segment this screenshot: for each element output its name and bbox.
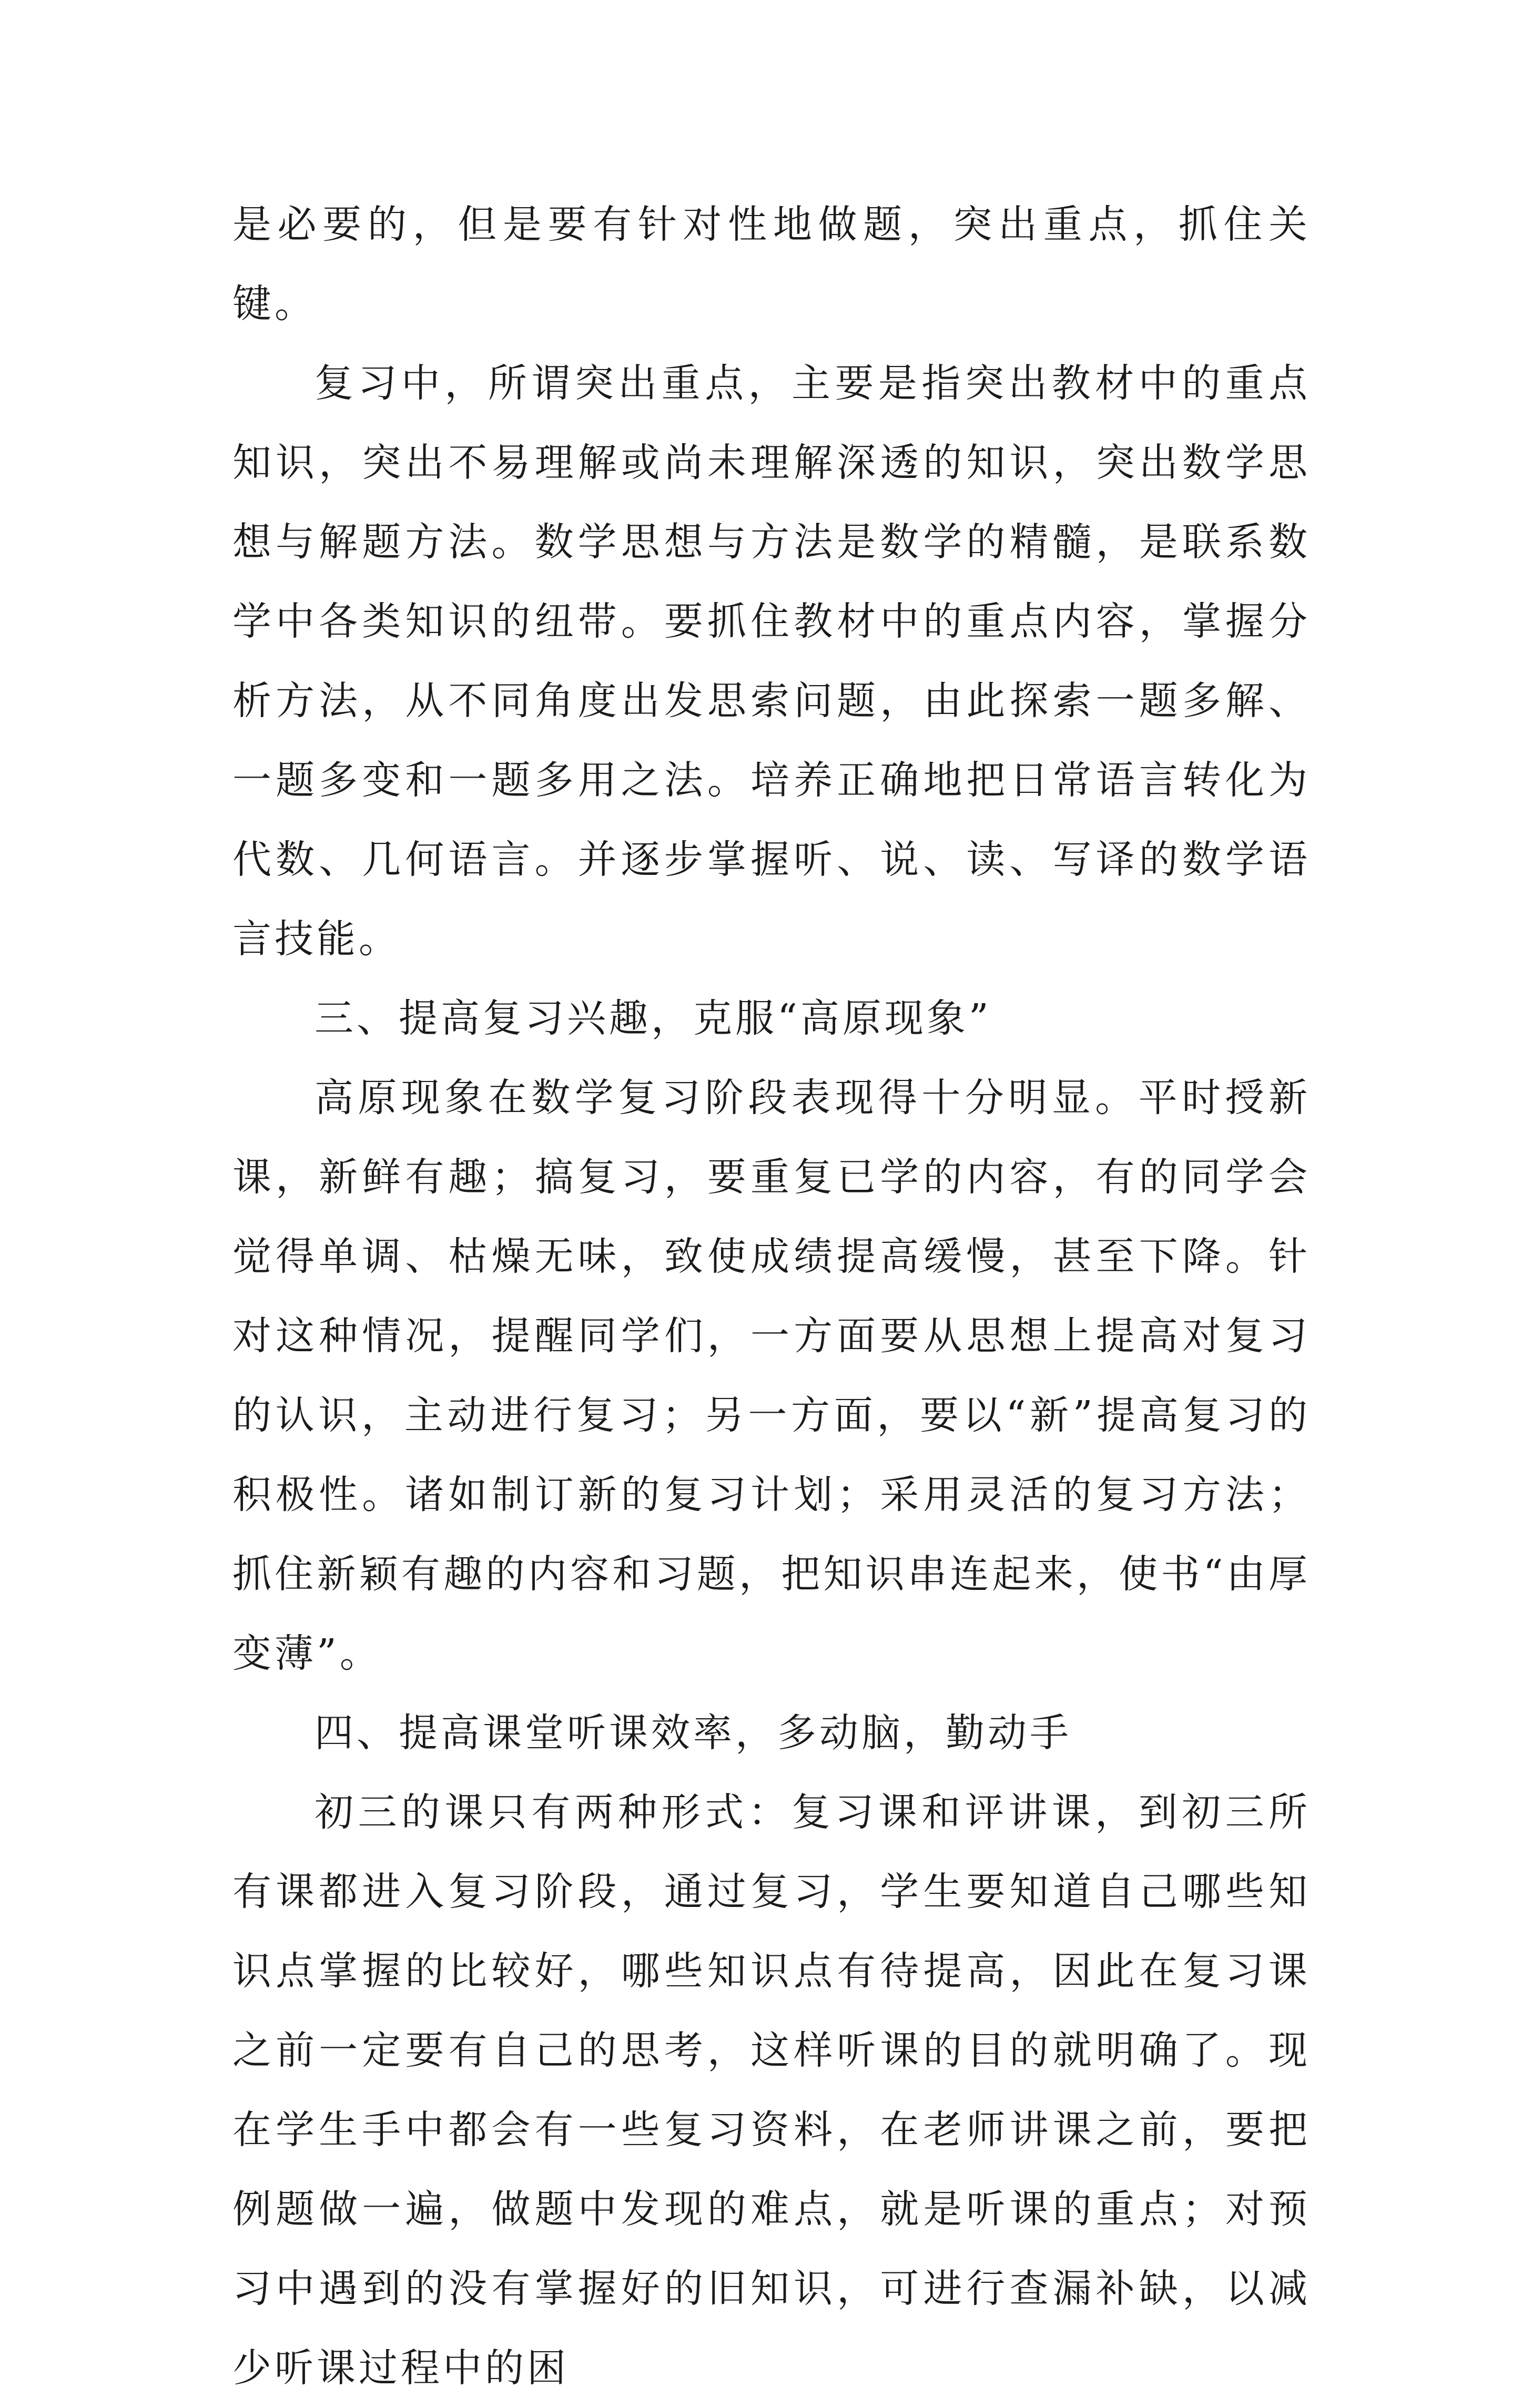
- section-heading-three: 三、提高复习兴趣，克服“高原现象”: [314, 996, 992, 1041]
- paragraph-continuation: 是必要的，但是要有针对性地做题，突出重点，抓住关键。: [232, 202, 1311, 326]
- paragraph-review-focus: 复习中，所谓突出重点，主要是指突出教材中的重点知识，突出不易理解或尚未理解深透的知识，突出数学思想与解题方法。数学思想与方法是数学的精髓，是联系数学中各类知识的纽带。要抓住教材中的重点内容，掌握分析方法，从不同角度出发思索问题，由此探索一题多解、一题多变和一题多用之法。培养正确地把日常语言转化为代数、几何语言。并逐步掌握听、说、读、写译的数学语言技能。: [232, 361, 1311, 962]
- paragraph-plateau: 高原现象在数学复习阶段表现得十分明显。平时授新课，新鲜有趣；搞复习，要重复已学的内容，有的同学会觉得单调、枯燥无味，致使成绩提高缓慢，甚至下降。针对这种情况，提醒同学们，一方面要从思想上提高对复习的认识，主动进行复习；另一方面，要以“新”提高复习的积极性。诸如制订新的复习计划；采用灵活的复习方法；抓住新颖有趣的内容和习题，把知识串连起来，使书“由厚变薄”。: [232, 1075, 1311, 1676]
- paragraph-classes: 初三的课只有两种形式：复习课和评讲课，到初三所有课都进入复习阶段，通过复习，学生要知道自己哪些知识点掌握的比较好，哪些知识点有待提高，因此在复习课之前一定要有自己的思考，这样听课的目的就明确了。现在学生手中都会有一些复习资料，在老师讲课之前，要把例题做一遍，做题中发现的难点，就是听课的重点；对预习中遇到的没有掌握好的旧知识，可进行查漏补缺，以减少听课过程中的困: [232, 1790, 1311, 2391]
- document-body: [232, 185, 1311, 2408]
- section-heading-four: 四、提高课堂听课效率，多动脑，勤动手: [314, 1710, 1072, 1756]
